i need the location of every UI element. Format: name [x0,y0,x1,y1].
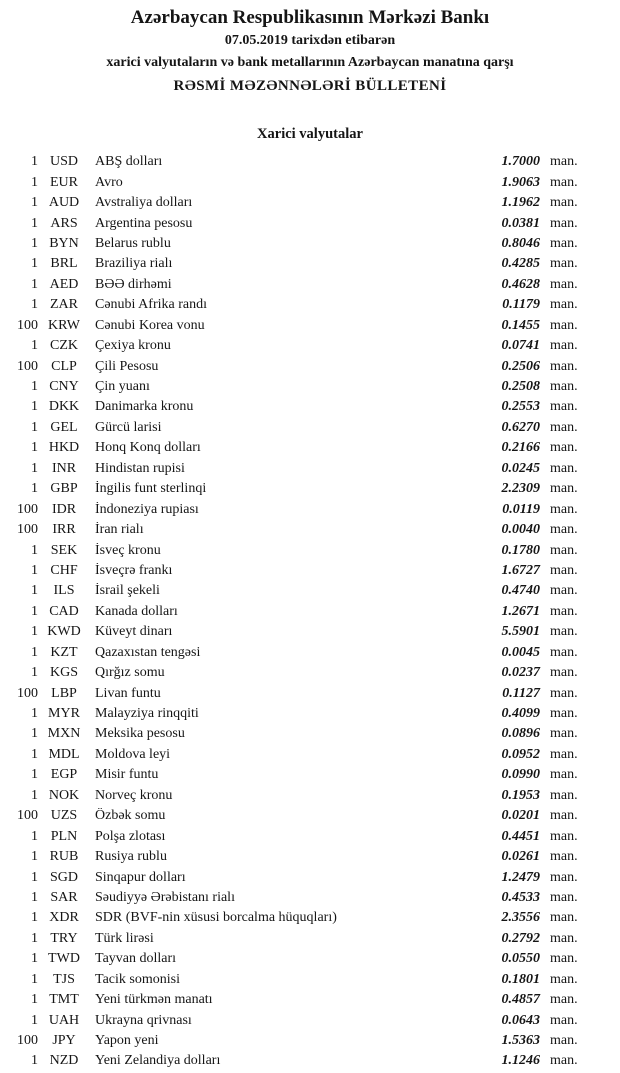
row-quantity: 1 [31,460,38,476]
row-rate: 1.9063 [501,174,540,190]
table-row [0,172,580,192]
row-unit-label: man. [550,726,578,742]
bulletin-subtitle: xarici valyutaların və bank metallarının Azərbaycan manatına qarşı [106,55,514,70]
row-unit-label: man. [550,706,578,722]
row-rate: 0.4099 [501,706,540,722]
row-currency-code: SEK [50,542,78,558]
row-rate: 0.4533 [501,889,540,905]
table-row [0,438,580,458]
row-currency-code: BRL [50,256,78,272]
table-row [0,806,580,826]
table-row [0,867,580,887]
row-unit-label: man. [550,808,578,824]
row-quantity: 1 [31,665,38,681]
row-currency-code: BYN [49,235,79,251]
row-currency-code: TWD [48,951,80,967]
row-rate: 0.2792 [501,930,540,946]
row-currency-code: MXN [47,726,81,742]
row-unit-label: man. [550,399,578,415]
row-currency-name: Tayvan dolları [95,951,177,967]
row-rate: 0.0201 [501,808,540,824]
row-unit-label: man. [550,195,578,211]
table-row [0,847,580,867]
row-currency-code: GBP [50,481,78,497]
row-quantity: 1 [31,624,38,640]
table-row [0,724,580,744]
row-currency-name: Səudiyyə Ərəbistanı rialı [95,889,235,905]
row-rate: 0.0381 [501,215,540,231]
row-rate: 0.4740 [501,583,540,599]
row-unit-label: man. [550,522,578,538]
table-row [0,581,580,601]
row-rate: 0.4628 [501,276,540,292]
row-currency-name: Tacik somonisi [95,971,180,987]
table-row [0,275,580,295]
table-row [0,499,580,519]
table-row [0,295,580,315]
row-currency-name: Yeni türkmən manatı [95,992,213,1008]
row-currency-code: KGS [49,665,78,681]
table-row [0,418,580,438]
row-quantity: 1 [31,542,38,558]
row-quantity: 100 [17,501,38,517]
row-currency-name: İngilis funt sterlinqi [95,481,207,497]
row-quantity: 1 [31,992,38,1008]
row-currency-name: İsveç kronu [95,542,161,558]
row-unit-label: man. [550,256,578,272]
row-unit-label: man. [550,562,578,578]
table-row [0,949,580,969]
row-rate: 0.0741 [501,338,540,354]
table-row [0,520,580,540]
row-currency-name: Küveyt dinarı [95,624,173,640]
row-currency-code: TMT [49,992,79,1008]
row-currency-code: KRW [48,317,80,333]
row-rate: 0.0119 [502,501,540,517]
row-unit-label: man. [550,542,578,558]
row-rate: 0.2166 [501,440,540,456]
row-currency-name: Argentina pesosu [95,215,193,231]
row-quantity: 1 [31,195,38,211]
row-quantity: 1 [31,706,38,722]
row-rate: 1.7000 [501,154,540,170]
row-quantity: 1 [31,828,38,844]
row-currency-name: Hindistan rupisi [95,460,185,476]
row-currency-code: MDL [48,746,80,762]
row-currency-code: CNY [49,379,79,395]
row-currency-name: Qazaxıstan tengəsi [95,644,201,660]
row-quantity: 1 [31,746,38,762]
row-unit-label: man. [550,685,578,701]
row-rate: 0.1179 [502,297,540,313]
row-currency-name: ABŞ dolları [95,154,163,170]
row-currency-name: Livan funtu [95,685,161,701]
row-rate: 0.1127 [502,685,540,701]
row-currency-name: Türk lirəsi [95,930,154,946]
row-quantity: 1 [31,951,38,967]
row-currency-code: GEL [50,419,78,435]
table-row [0,745,580,765]
row-currency-code: LBP [51,685,77,701]
table-row [0,479,580,499]
row-rate: 5.5901 [501,624,540,640]
row-quantity: 1 [31,235,38,251]
row-currency-name: Malayziya rinqqiti [95,706,199,722]
row-currency-name: İsrail şekeli [95,583,160,599]
row-currency-name: Ukrayna qrivnası [95,1012,192,1028]
row-rate: 2.3556 [501,910,540,926]
row-currency-code: CLP [51,358,77,374]
table-row [0,397,580,417]
row-rate: 0.0896 [501,726,540,742]
row-unit-label: man. [550,338,578,354]
row-rate: 0.0990 [501,767,540,783]
table-row [0,234,580,254]
row-currency-code: AED [49,276,79,292]
row-currency-code: CZK [50,338,78,354]
row-currency-name: Çili Pesosu [95,358,159,374]
table-row [0,336,580,356]
row-quantity: 100 [17,808,38,824]
row-quantity: 1 [31,583,38,599]
row-unit-label: man. [550,215,578,231]
row-currency-name: Gürcü larisi [95,419,162,435]
row-currency-name: Polşa zlotası [95,828,166,844]
row-currency-name: İran rialı [95,522,144,538]
row-currency-code: DKK [48,399,80,415]
table-row [0,1010,580,1030]
row-rate: 0.2553 [501,399,540,415]
row-unit-label: man. [550,889,578,905]
row-quantity: 1 [31,644,38,660]
row-currency-name: Misir funtu [95,767,159,783]
row-currency-name: Yapon yeni [95,1033,159,1049]
row-quantity: 1 [31,562,38,578]
row-unit-label: man. [550,910,578,926]
table-row [0,643,580,663]
row-quantity: 1 [31,297,38,313]
row-currency-name: Norveç kronu [95,787,173,803]
row-currency-code: HKD [48,440,80,456]
effective-date: 07.05.2019 tarixdən etibarən [224,33,396,48]
row-rate: 0.0237 [501,665,540,681]
row-quantity: 1 [31,869,38,885]
table-row [0,888,580,908]
row-quantity: 100 [17,522,38,538]
row-rate: 2.2309 [501,481,540,497]
row-quantity: 1 [31,889,38,905]
row-quantity: 1 [31,154,38,170]
row-quantity: 1 [31,440,38,456]
table-row [0,602,580,622]
row-rate: 0.0952 [501,746,540,762]
row-rate: 0.1953 [501,787,540,803]
row-quantity: 1 [31,971,38,987]
table-row [0,540,580,560]
row-rate: 0.0245 [501,460,540,476]
row-unit-label: man. [550,174,578,190]
table-row [0,929,580,949]
table-row [0,356,580,376]
table-row [0,459,580,479]
row-rate: 0.0040 [501,522,540,538]
row-currency-code: IDR [51,501,77,517]
row-quantity: 1 [31,849,38,865]
row-unit-label: man. [550,419,578,435]
row-currency-code: CHF [50,562,78,578]
row-rate: 0.0643 [501,1012,540,1028]
row-rate: 0.0550 [501,951,540,967]
row-currency-name: Avstraliya dolları [95,195,193,211]
row-rate: 0.2506 [501,358,540,374]
table-row [0,193,580,213]
row-currency-code: KZT [50,644,78,660]
table-row [0,254,580,274]
table-row [0,663,580,683]
row-unit-label: man. [550,767,578,783]
row-rate: 1.2479 [501,869,540,885]
row-currency-code: TRY [50,930,78,946]
row-unit-label: man. [550,603,578,619]
row-currency-code: ARS [50,215,78,231]
row-currency-code: EUR [50,174,78,190]
table-row [0,152,580,172]
row-currency-code: INR [51,460,77,476]
table-row [0,377,580,397]
row-quantity: 1 [31,338,38,354]
row-quantity: 1 [31,930,38,946]
row-rate: 0.4451 [501,828,540,844]
row-currency-code: PLN [50,828,78,844]
row-quantity: 1 [31,399,38,415]
row-rate: 0.1780 [501,542,540,558]
table-row [0,316,580,336]
row-quantity: 100 [17,685,38,701]
row-quantity: 100 [17,317,38,333]
row-currency-code: ILS [53,583,75,599]
row-unit-label: man. [550,930,578,946]
row-rate: 0.8046 [501,235,540,251]
row-unit-label: man. [550,379,578,395]
row-unit-label: man. [550,644,578,660]
row-unit-label: man. [550,317,578,333]
row-currency-name: İsveçrə frankı [95,562,173,578]
table-row [0,990,580,1010]
row-unit-label: man. [550,1012,578,1028]
row-unit-label: man. [550,235,578,251]
row-currency-code: NZD [49,1053,79,1069]
bank-name: Azərbaycan Respublikasının Mərkəzi Bankı [130,7,490,28]
row-unit-label: man. [550,828,578,844]
table-row [0,970,580,990]
row-rate: 1.6727 [501,562,540,578]
row-currency-code: IRR [52,522,76,538]
row-unit-label: man. [550,971,578,987]
row-quantity: 1 [31,256,38,272]
row-currency-name: Sinqapur dolları [95,869,186,885]
row-currency-name: Özbək somu [95,808,166,824]
row-currency-code: CAD [49,603,79,619]
row-currency-code: UAH [48,1012,80,1028]
row-unit-label: man. [550,951,578,967]
table-row [0,908,580,928]
row-quantity: 1 [31,379,38,395]
row-currency-code: JPY [52,1033,76,1049]
table-row [0,561,580,581]
row-currency-name: Cənubi Korea vonu [95,317,205,333]
row-currency-name: Meksika pesosu [95,726,185,742]
row-unit-label: man. [550,501,578,517]
row-currency-code: USD [49,154,78,170]
row-rate: 0.1801 [501,971,540,987]
row-currency-code: AUD [48,195,80,211]
row-currency-name: BƏƏ dirhəmi [95,276,172,292]
row-quantity: 100 [17,1033,38,1049]
row-currency-name: Çexiya kronu [95,338,171,354]
row-rate: 0.1455 [501,317,540,333]
row-currency-code: UZS [50,808,78,824]
row-quantity: 1 [31,419,38,435]
row-quantity: 100 [17,358,38,374]
row-currency-code: EGP [50,767,78,783]
row-unit-label: man. [550,440,578,456]
row-quantity: 1 [31,787,38,803]
row-rate: 1.2671 [501,603,540,619]
row-unit-label: man. [550,849,578,865]
row-unit-label: man. [550,1033,578,1049]
row-currency-name: Moldova leyi [95,746,171,762]
table-row [0,704,580,724]
row-currency-name: Danimarka kronu [95,399,194,415]
row-currency-name: Avro [95,174,123,190]
row-currency-name: Belarus rublu [95,235,171,251]
row-currency-name: Kanada dolları [95,603,178,619]
row-quantity: 1 [31,726,38,742]
row-quantity: 1 [31,174,38,190]
rates-table [0,152,620,1072]
row-unit-label: man. [550,787,578,803]
row-unit-label: man. [550,481,578,497]
row-currency-name: Yeni Zelandiya dolları [95,1053,221,1069]
row-unit-label: man. [550,992,578,1008]
row-currency-code: XDR [49,910,79,926]
table-row [0,826,580,846]
row-quantity: 1 [31,276,38,292]
row-currency-code: TJS [53,971,75,987]
row-currency-name: Cənubi Afrika randı [95,297,207,313]
row-currency-code: KWD [47,624,81,640]
row-rate: 1.5363 [501,1033,540,1049]
bulletin-header [0,0,620,98]
row-currency-code: NOK [48,787,80,803]
row-rate: 0.2508 [501,379,540,395]
row-unit-label: man. [550,583,578,599]
row-rate: 0.6270 [501,419,540,435]
row-unit-label: man. [550,624,578,640]
row-currency-code: SGD [49,869,78,885]
table-row [0,622,580,642]
row-currency-name: İndoneziya rupiası [95,501,199,517]
table-row [0,1031,580,1051]
row-currency-code: MYR [48,706,80,722]
row-unit-label: man. [550,1053,578,1069]
row-quantity: 1 [31,767,38,783]
row-unit-label: man. [550,869,578,885]
row-rate: 1.1246 [501,1053,540,1069]
row-currency-name: Qırğız somu [95,665,165,681]
row-quantity: 1 [31,1053,38,1069]
row-rate: 1.1962 [501,195,540,211]
row-currency-code: SAR [50,889,78,905]
table-row [0,1051,580,1071]
row-rate: 0.4285 [501,256,540,272]
section-title: Xarici valyutalar [257,126,363,142]
row-unit-label: man. [550,154,578,170]
row-unit-label: man. [550,460,578,476]
row-quantity: 1 [31,603,38,619]
row-currency-name: Honq Konq dolları [95,440,201,456]
row-unit-label: man. [550,358,578,374]
row-currency-name: Rusiya rublu [95,849,167,865]
row-quantity: 1 [31,481,38,497]
table-row [0,786,580,806]
row-unit-label: man. [550,297,578,313]
table-row [0,213,580,233]
table-row [0,765,580,785]
row-quantity: 1 [31,215,38,231]
row-currency-name: Braziliya rialı [95,256,173,272]
row-rate: 0.4857 [501,992,540,1008]
row-unit-label: man. [550,746,578,762]
bulletin-title: RƏSMİ MƏZƏNNƏLƏRİ BÜLLETENİ [173,78,447,94]
row-rate: 0.0261 [501,849,540,865]
row-currency-code: RUB [49,849,79,865]
table-row [0,683,580,703]
row-quantity: 1 [31,1012,38,1028]
row-rate: 0.0045 [501,644,540,660]
row-quantity: 1 [31,910,38,926]
row-unit-label: man. [550,276,578,292]
row-currency-code: ZAR [50,297,78,313]
row-unit-label: man. [550,665,578,681]
row-currency-name: SDR (BVF-nin xüsusi borcalma hüquqları) [95,910,337,926]
row-currency-name: Çin yuanı [95,379,150,395]
